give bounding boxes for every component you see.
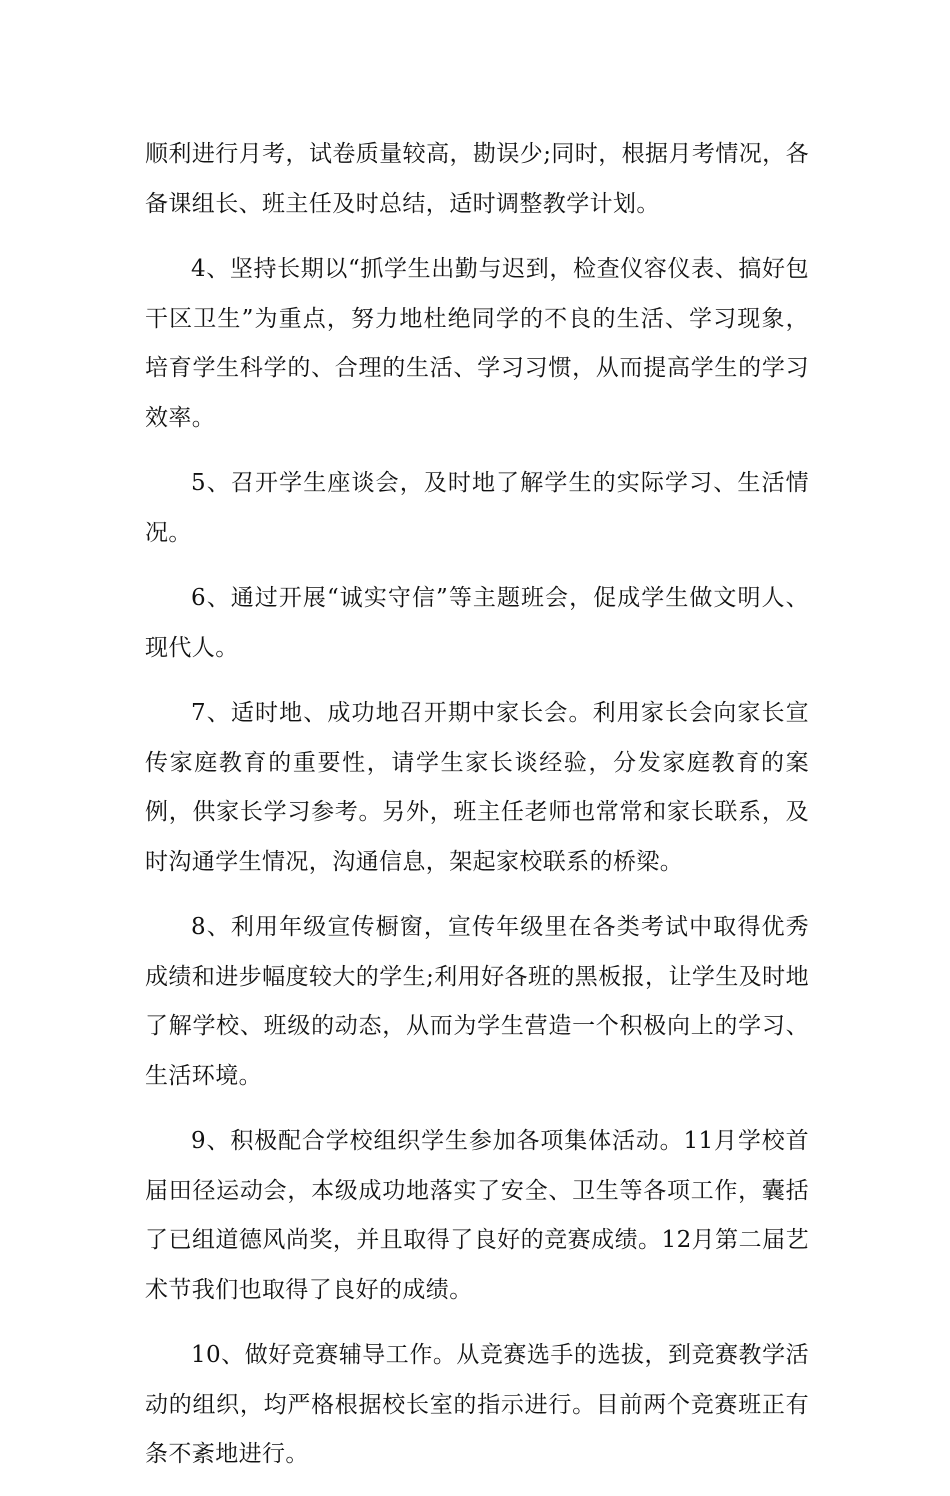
document-body bbox=[145, 130, 809, 1496]
paragraph-item-4: 4、坚持长期以“抓学生出勤与迟到，检查仪容仪表、搞好包干区卫生”为重点，努力地杜绝同学的不良的生活、学习现象，培育学生科学的、合理的生活、学习习惯，从而提高学生的学习效率。 bbox=[145, 256, 809, 431]
paragraph-item-6: 6、通过开展“诚实守信”等主题班会，促成学生做文明人、现代人。 bbox=[145, 585, 809, 661]
paragraph-item-7: 7、适时地、成功地召开期中家长会。利用家长会向家长宣传家庭教育的重要性，请学生家长谈经验，分发家庭教育的案例，供家长学习参考。另外，班主任老师也常常和家长联系，及时沟通学生情况，沟通信息，架起家校联系的桥梁。 bbox=[145, 700, 809, 875]
paragraph-continued: 顺利进行月考，试卷质量较高，勘误少;同时，根据月考情况，各备课组长、班主任及时总结，适时调整教学计划。 bbox=[145, 141, 809, 217]
paragraph-item-5: 5、召开学生座谈会，及时地了解学生的实际学习、生活情况。 bbox=[145, 470, 809, 546]
paragraph-item-9: 9、积极配合学校组织学生参加各项集体活动。11月学校首届田径运动会，本级成功地落实了安全、卫生等各项工作，囊括了已组道德风尚奖，并且取得了良好的竞赛成绩。12月第二届艺术节我们也取得了良好的成绩。 bbox=[145, 1128, 809, 1303]
paragraph-item-10: 10、做好竞赛辅导工作。从竞赛选手的选拔，到竞赛教学活动的组织，均严格根据校长室的指示进行。目前两个竞赛班正有条不紊地进行。 bbox=[145, 1342, 809, 1467]
paragraph-item-8: 8、利用年级宣传橱窗，宣传年级里在各类考试中取得优秀成绩和进步幅度较大的学生;利用好各班的黑板报，让学生及时地了解学校、班级的动态，从而为学生营造一个积极向上的学习、生活环境。 bbox=[145, 914, 809, 1089]
